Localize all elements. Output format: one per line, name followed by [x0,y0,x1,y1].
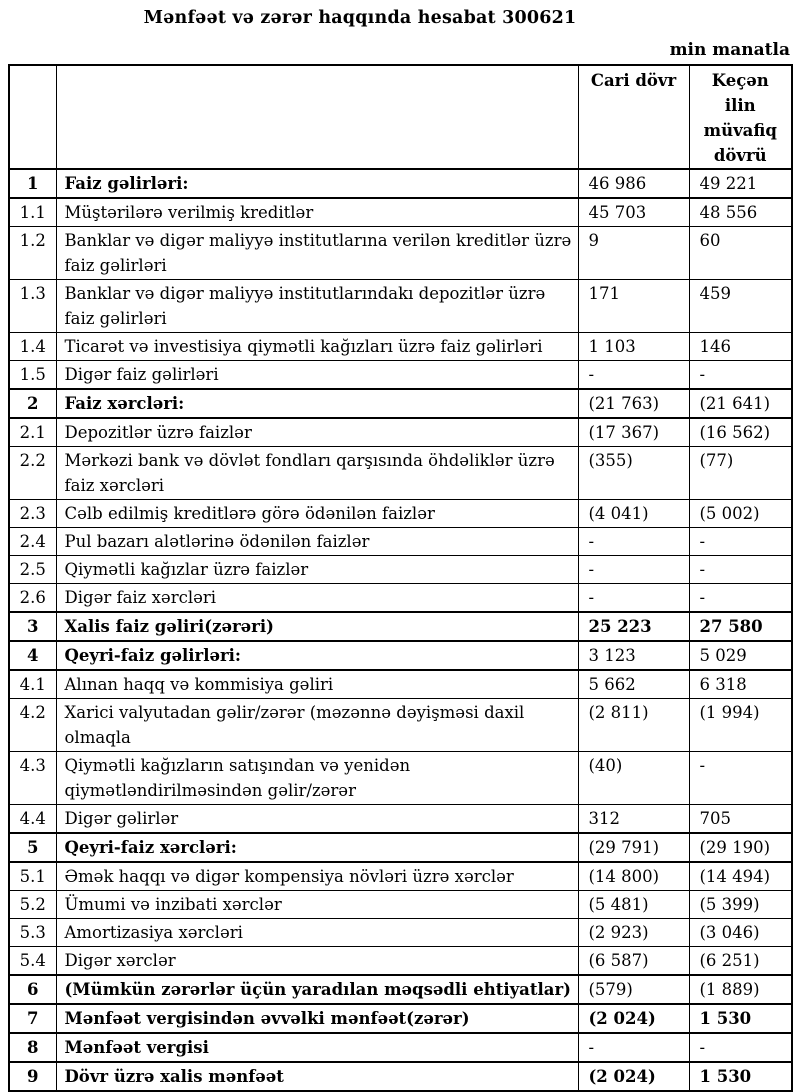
row-current-value: (17 367) [578,418,689,447]
row-previous-value: (29 190) [689,833,792,862]
table-row [9,752,792,805]
row-previous-value: - [689,528,792,556]
row-number: 2.3 [9,500,56,528]
row-current-value: - [578,361,689,390]
row-current-value: (40) [578,752,689,805]
row-previous-value: 5 029 [689,641,792,670]
row-number: 1.1 [9,198,56,227]
row-number: 1.5 [9,361,56,390]
table-row [9,862,792,891]
report-page [0,8,800,1086]
row-label: Əmək haqqı və digər kompensiya növləri üzrə xərclər [56,862,578,891]
row-previous-value: 705 [689,805,792,834]
row-current-value: 312 [578,805,689,834]
row-number: 2.5 [9,556,56,584]
header-current-period: Cari dövr [578,65,689,169]
row-previous-value: (1 889) [689,975,792,1004]
table-row [9,975,792,1004]
table-row [9,584,792,613]
row-label: Faiz xərcləri: [56,389,578,418]
row-number: 6 [9,975,56,1004]
table-row [9,612,792,641]
row-current-value: 1 103 [578,333,689,361]
row-current-value: 45 703 [578,198,689,227]
row-current-value: 9 [578,227,689,280]
table-row [9,198,792,227]
row-label: Alınan haqq və kommisiya gəliri [56,670,578,699]
row-current-value: (2 024) [578,1062,689,1091]
row-number: 2.1 [9,418,56,447]
row-number: 8 [9,1033,56,1062]
row-number: 1.2 [9,227,56,280]
row-current-value: - [578,556,689,584]
row-number: 1.4 [9,333,56,361]
table-row [9,528,792,556]
table-row [9,447,792,500]
table-body [9,169,792,1091]
row-number: 1 [9,169,56,198]
row-label: Qeyri-faiz gəlirləri: [56,641,578,670]
row-previous-value: - [689,1033,792,1062]
row-label: Xalis faiz gəliri(zərəri) [56,612,578,641]
row-label: Digər xərclər [56,947,578,976]
row-previous-value: (14 494) [689,862,792,891]
row-number: 5.4 [9,947,56,976]
row-current-value: (21 763) [578,389,689,418]
table-row [9,333,792,361]
row-number: 7 [9,1004,56,1033]
row-previous-value: 6 318 [689,670,792,699]
row-number: 2.2 [9,447,56,500]
row-label: Pul bazarı alətlərinə ödənilən faizlər [56,528,578,556]
row-label: Digər faiz gəlirləri [56,361,578,390]
row-previous-value: 146 [689,333,792,361]
table-row [9,805,792,834]
row-previous-value: - [689,752,792,805]
table-row [9,500,792,528]
row-previous-value: (16 562) [689,418,792,447]
row-previous-value: - [689,556,792,584]
row-number: 4.3 [9,752,56,805]
row-previous-value: (21 641) [689,389,792,418]
row-label: Faiz gəlirləri: [56,169,578,198]
row-label: Qiymətli kağızlar üzrə faizlər [56,556,578,584]
row-current-value: 46 986 [578,169,689,198]
row-label: Mənfəət vergisi [56,1033,578,1062]
row-current-value: (355) [578,447,689,500]
row-label: Xarici valyutadan gəlir/zərər (məzənnə dəyişməsi daxil olmaqla [56,699,578,752]
row-number: 2.4 [9,528,56,556]
table-row [9,280,792,333]
row-number: 9 [9,1062,56,1091]
row-number: 4 [9,641,56,670]
row-previous-value: 27 580 [689,612,792,641]
row-previous-value: 459 [689,280,792,333]
row-number: 1.3 [9,280,56,333]
row-label: Amortizasiya xərcləri [56,919,578,947]
row-current-value: - [578,1033,689,1062]
row-previous-value: - [689,584,792,613]
row-label: Mənfəət vergisindən əvvəlki mənfəət(zərər) [56,1004,578,1033]
row-number: 4.1 [9,670,56,699]
row-label: Mərkəzi bank və dövlət fondları qarşısında öhdəliklər üzrə faiz xərcləri [56,447,578,500]
row-current-value: (5 481) [578,891,689,919]
pnl-table [8,64,793,1092]
row-current-value: - [578,584,689,613]
header-label-cell [56,65,578,169]
row-number: 5 [9,833,56,862]
row-current-value: (4 041) [578,500,689,528]
row-current-value: (14 800) [578,862,689,891]
table-row [9,699,792,752]
row-number: 2 [9,389,56,418]
report-title: Mənfəət və zərər haqqında hesabat 300621 [143,8,577,28]
header-row [9,65,792,169]
table-row [9,418,792,447]
table-row [9,919,792,947]
table-row [9,227,792,280]
row-label: Banklar və digər maliyyə institutlarındakı depozitlər üzrə faiz gəlirləri [56,280,578,333]
row-current-value: (6 587) [578,947,689,976]
row-previous-value: 1 530 [689,1004,792,1033]
row-number: 4.4 [9,805,56,834]
row-current-value: (2 923) [578,919,689,947]
row-label: Digər gəlirlər [56,805,578,834]
table-row [9,361,792,390]
row-label: Cəlb edilmiş kreditlərə görə ödənilən faizlər [56,500,578,528]
table-row [9,169,792,198]
row-previous-value: 49 221 [689,169,792,198]
unit-note: min manatla [669,40,790,60]
row-previous-value: 1 530 [689,1062,792,1091]
row-current-value: (2 811) [578,699,689,752]
row-label: Banklar və digər maliyyə institutlarına verilən kreditlər üzrə faiz gəlirləri [56,227,578,280]
row-previous-value: (3 046) [689,919,792,947]
table-row [9,947,792,976]
row-current-value: 25 223 [578,612,689,641]
row-label: Ticarət və investisiya qiymətli kağızları üzrə faiz gəlirləri [56,333,578,361]
row-previous-value: (77) [689,447,792,500]
row-label: Dövr üzrə xalis mənfəət [56,1062,578,1091]
row-current-value: 5 662 [578,670,689,699]
row-number: 3 [9,612,56,641]
row-number: 5.1 [9,862,56,891]
table-row [9,389,792,418]
row-previous-value: 60 [689,227,792,280]
row-number: 4.2 [9,699,56,752]
row-current-value: (579) [578,975,689,1004]
row-current-value: 171 [578,280,689,333]
row-label: Depozitlər üzrə faizlər [56,418,578,447]
row-current-value: (29 791) [578,833,689,862]
table-row [9,670,792,699]
row-number: 5.2 [9,891,56,919]
row-number: 2.6 [9,584,56,613]
row-label: Müştərilərə verilmiş kreditlər [56,198,578,227]
table-row [9,1004,792,1033]
row-label: Qiymətli kağızların satışından və yenidən qiymətləndirilməsindən gəlir/zərər [56,752,578,805]
row-label: Digər faiz xərcləri [56,584,578,613]
table-row [9,833,792,862]
header-previous-period: Keçən ilin müvafiq dövrü [689,65,792,169]
row-number: 5.3 [9,919,56,947]
table-row [9,1033,792,1062]
row-previous-value: - [689,361,792,390]
table-row [9,556,792,584]
row-current-value: (2 024) [578,1004,689,1033]
row-previous-value: 48 556 [689,198,792,227]
row-current-value: 3 123 [578,641,689,670]
header-number-cell [9,65,56,169]
table-row [9,641,792,670]
row-label: Qeyri-faiz xərcləri: [56,833,578,862]
row-current-value: - [578,528,689,556]
table-row [9,1062,792,1091]
row-previous-value: (5 399) [689,891,792,919]
row-label: (Mümkün zərərlər üçün yaradılan məqsədli ehtiyatlar) [56,975,578,1004]
table-row [9,891,792,919]
row-previous-value: (6 251) [689,947,792,976]
row-previous-value: (1 994) [689,699,792,752]
row-previous-value: (5 002) [689,500,792,528]
row-label: Ümumi və inzibati xərclər [56,891,578,919]
